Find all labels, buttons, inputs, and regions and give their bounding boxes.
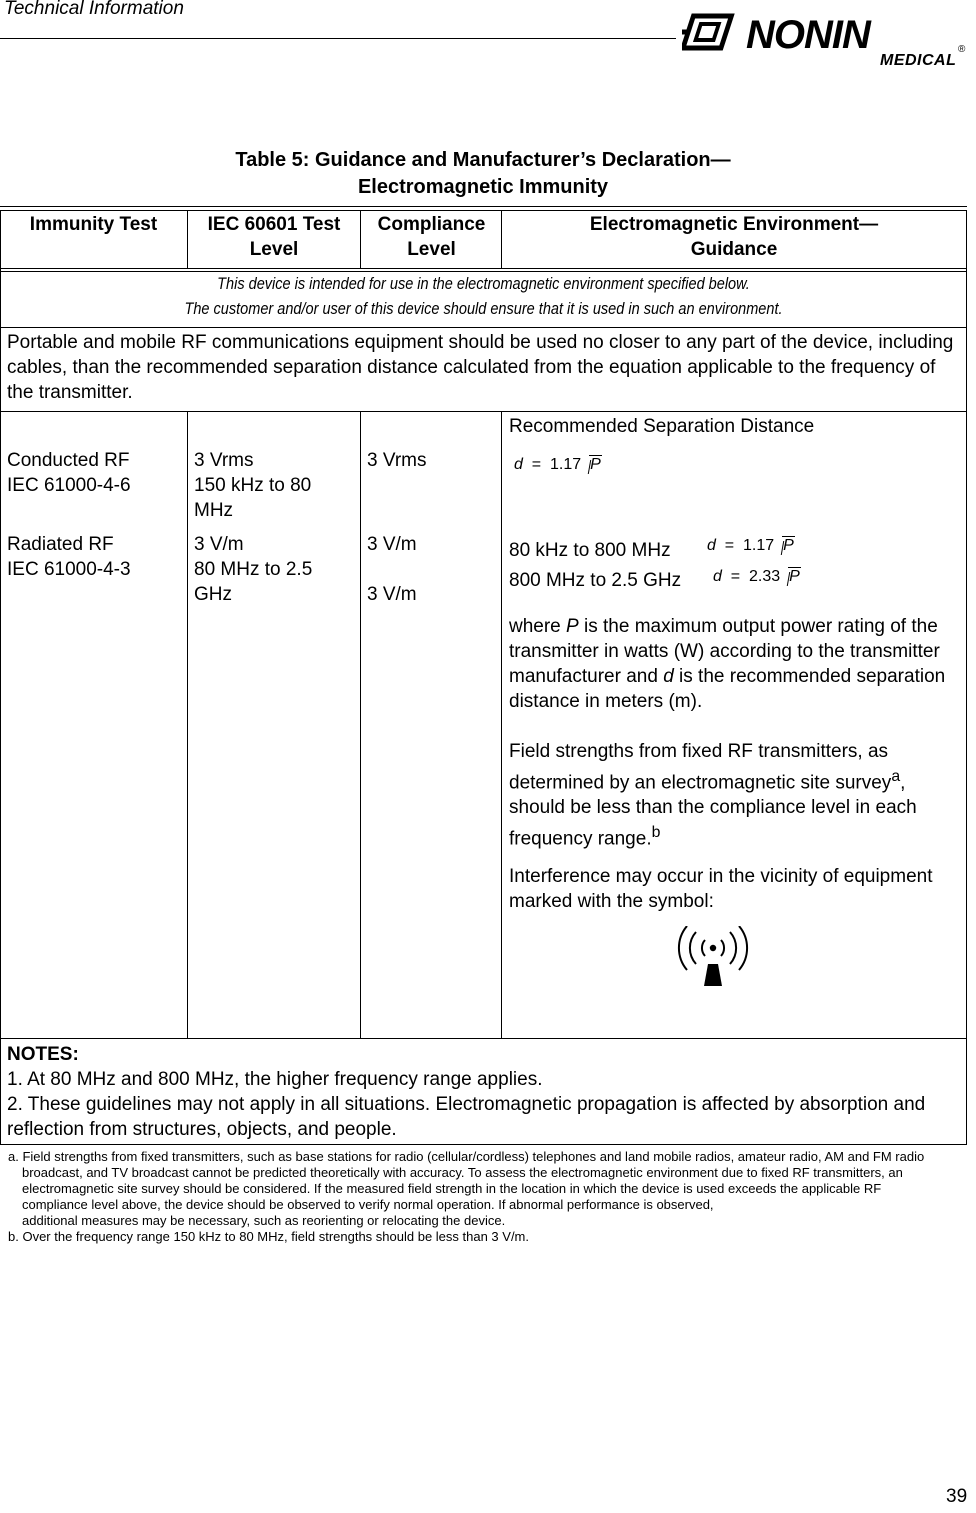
rule-notes-bottom (0, 1144, 967, 1145)
formula-coef: 1.17 (550, 456, 582, 473)
rule-col2-body (360, 411, 361, 1038)
formula-coef: 2.33 (749, 568, 781, 585)
note-1: 1. At 80 MHz and 800 MHz, the higher frequency range applies. (7, 1069, 543, 1090)
rule-col1-body (187, 411, 188, 1038)
notes (7, 1042, 962, 1142)
footnote-ref-b: b (651, 824, 661, 842)
radiated-test (7, 532, 185, 582)
formula-eq: = (531, 456, 542, 473)
separation-heading: Recommended Separation Distance (509, 416, 815, 437)
column-header-environment-line1: Electromagnetic Environment— (589, 214, 879, 235)
conducted-level-value: 3 Vrms (194, 450, 254, 471)
rule-top-2 (0, 210, 967, 211)
logo-subtext: MEDICAL (880, 52, 957, 69)
radiated-compliance-2: 3 V/m (367, 584, 417, 605)
sqrt-sign (581, 456, 602, 474)
footnote-b: b. Over the frequency range 150 kHz to 80 MHz, field strengths should be less than 3 V/m. (8, 1229, 529, 1244)
note-2: 2. These guidelines may not apply in all situations. Electromagnetic propagation is affected by absorption and reflection from structures, objects, and people. (7, 1094, 926, 1140)
running-header-title: Technical Information (4, 0, 184, 19)
formula-radiated-low (707, 537, 795, 555)
rule-header-bottom-1 (0, 268, 967, 269)
radiated-test-standard: IEC 61000-4-3 (7, 559, 131, 580)
rule-portable-bottom (0, 411, 967, 412)
column-header-test-level: IEC 60601 Test Level (207, 214, 341, 260)
formula-eq: = (730, 568, 741, 585)
table-title-line1: Table 5: Guidance and Manufacturer’s Declaration— (235, 149, 731, 171)
formula-var: d (707, 537, 716, 554)
interference-text: Interference may occur in the vicinity of equipment marked with the symbol: (509, 866, 933, 912)
table-title-line2: Electromagnetic Immunity (357, 176, 609, 198)
footnote-a-continued: additional measures may be necessary, such as reorienting or relocating the device. (22, 1213, 506, 1228)
intro-line2: The customer and/or user of this device should ensure that it is used in such an environment. (184, 300, 783, 318)
rule-col3-body (501, 411, 502, 1038)
range-800mhz-2-5ghz: 800 MHz to 2.5 GHz (509, 570, 682, 591)
rule-col1-header (187, 210, 188, 268)
conducted-test-standard: IEC 61000-4-6 (7, 475, 131, 496)
radiated-test-name: Radiated RF (7, 534, 114, 555)
logo-wordmark: NONIN (746, 13, 870, 57)
registered-mark: ® (958, 44, 966, 55)
column-header-environment (502, 212, 966, 262)
formula-coef: 1.17 (743, 537, 775, 554)
conducted-compliance: 3 Vrms (367, 450, 427, 471)
radiated-level (194, 532, 354, 607)
rule-right (966, 210, 967, 1144)
formula-p: P (789, 568, 800, 585)
non-ionizing-radiation-icon (672, 926, 754, 990)
formula-var: d (514, 456, 523, 473)
footnote-a: a. Field strengths from fixed transmitters, such as base stations for radio (cellular/cordless) telephones and land mobile radios, amateur radio, AM and FM radio broadcast, and TV broadcast cannot be predicted theoretically with accuracy. To assess the electromagnetic environment due to fixed RF transmitters, an electromagnetic site survey should be considered. If the measured field strength in the location in which the device is used exceeds the applicable RF compliance level above, the device should be observed to verify normal operation. If abnormal performance is observed, (8, 1149, 925, 1212)
range-80khz-800mhz: 80 kHz to 800 MHz (509, 540, 671, 561)
radiated-level-range: 80 MHz to 2.5 GHz (194, 559, 313, 605)
table-title (0, 147, 966, 201)
logo-mark (682, 16, 731, 48)
column-header-environment-line2: Guidance (690, 239, 778, 260)
column-header-compliance-level: Compliance Level (377, 214, 486, 260)
conducted-level-range: 150 kHz to 80 MHz (194, 475, 312, 521)
rule-col2-header (360, 210, 361, 268)
formula-eq: = (724, 537, 735, 554)
radiated-level-value: 3 V/m (194, 534, 244, 555)
formula-var: d (713, 568, 722, 585)
page-number: 39 (946, 1486, 968, 1507)
sqrt-sign (774, 537, 795, 555)
footnote-ref-a: a (891, 768, 901, 785)
conducted-test (7, 448, 185, 498)
portable-note: Portable and mobile RF communications equipment should be used no closer to any part of the device, including cables, than the recommended separation distance calculated from the equation applicable to the frequency of the transmitter. (7, 332, 954, 403)
rule-top-1 (0, 206, 967, 207)
rule-intro-bottom (0, 327, 967, 328)
formula-radiated-high (713, 568, 801, 586)
rule-left (0, 210, 1, 1144)
column-header-immunity-test: Immunity Test (29, 214, 158, 235)
conducted-level (194, 448, 354, 523)
header-rule (0, 38, 676, 39)
formula-p: P (590, 456, 601, 473)
rule-body-bottom (0, 1038, 967, 1039)
intro-line1: This device is intended for use in the electromagnetic environment specified below. (217, 275, 750, 293)
formula-conducted (514, 456, 602, 474)
notes-heading: NOTES: (7, 1044, 79, 1065)
footnotes (8, 1149, 938, 1245)
where-explanation: where P is the maximum output power rating of the transmitter in watts (W) according to the transmitter manufacturer and d is the recommended separation distance in meters (m). (509, 616, 946, 712)
formula-p: P (783, 537, 794, 554)
sqrt-sign (780, 568, 801, 586)
radiated-compliance-1: 3 V/m (367, 534, 417, 555)
conducted-test-name: Conducted RF (7, 450, 130, 471)
field-strength-text: Field strengths from fixed RF transmitters, as determined by an electromagnetic site survey$^a$, should be less than the compliance level in each frequency range.$^b$ (509, 741, 917, 850)
